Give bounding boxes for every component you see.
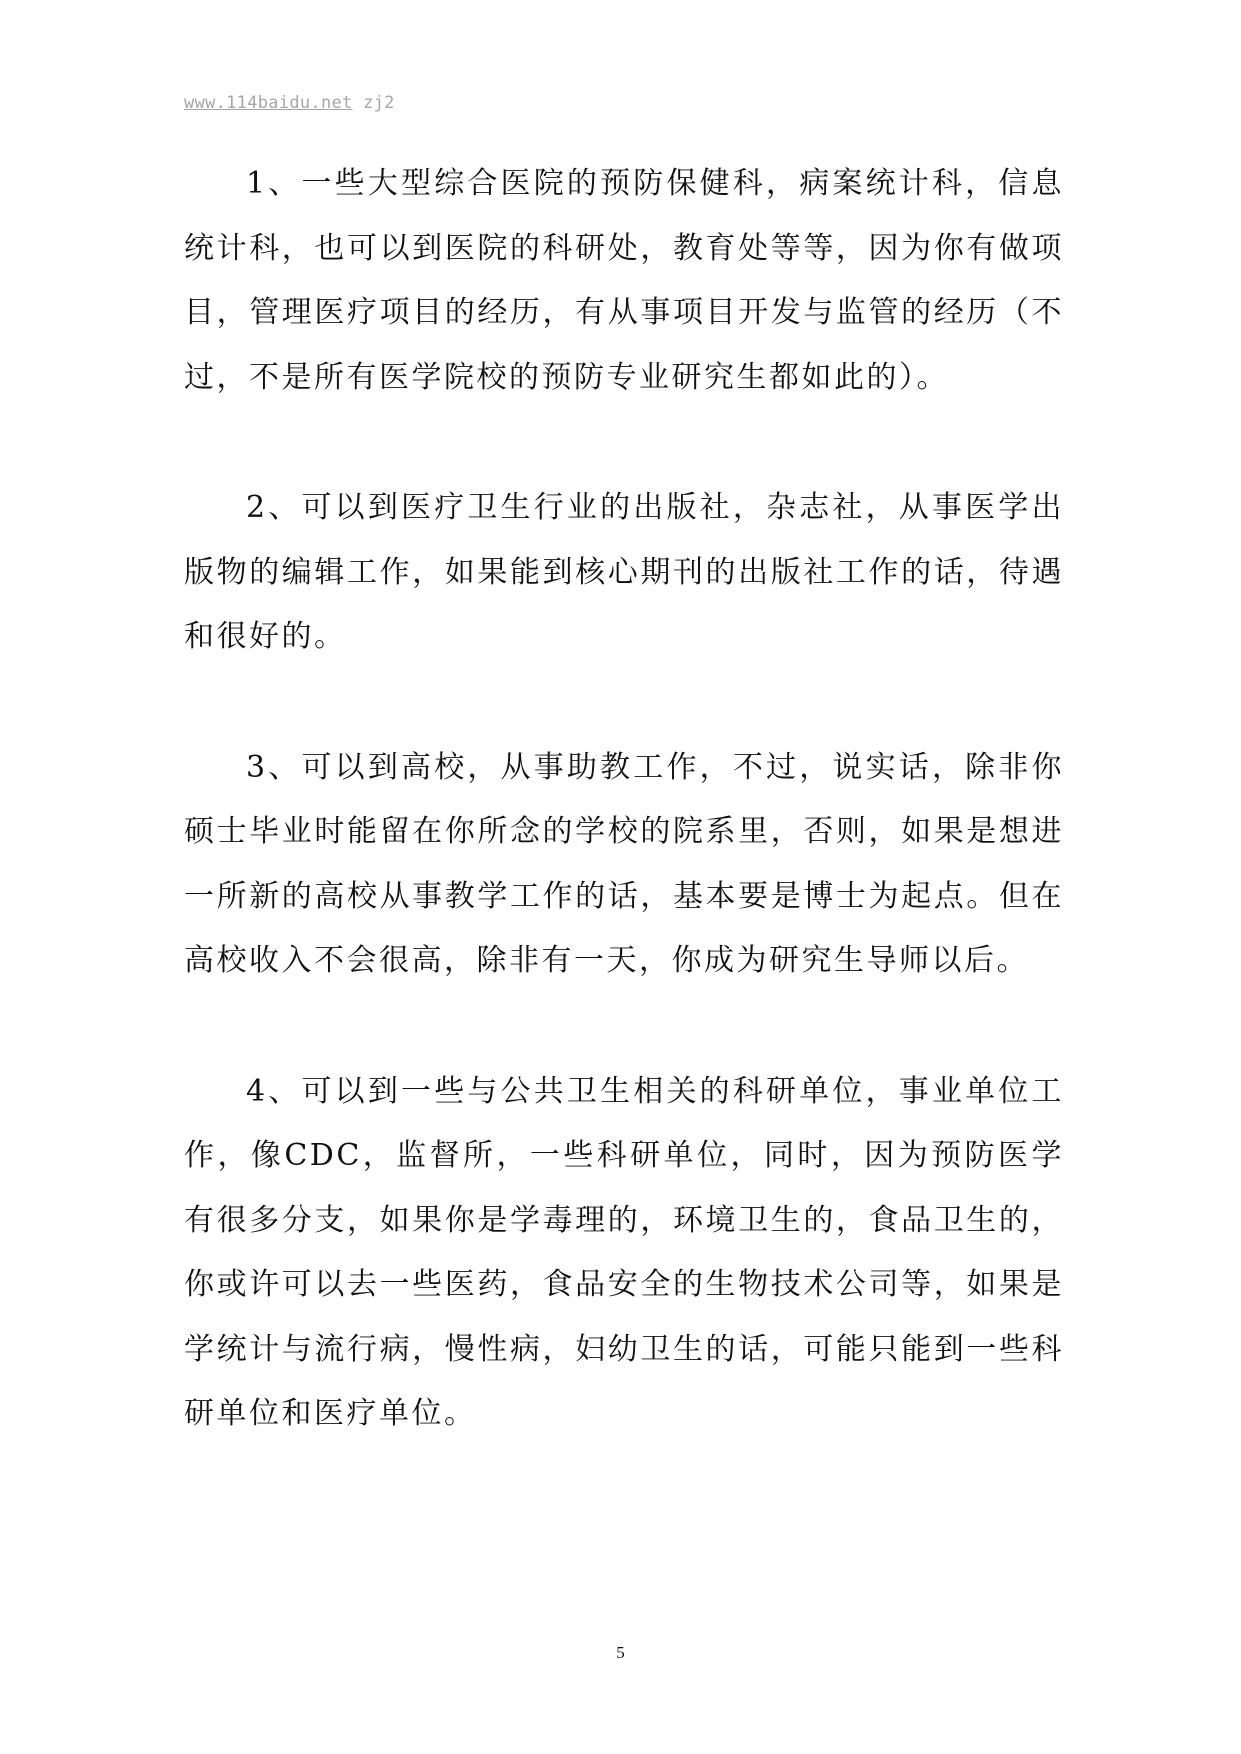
header-site-link[interactable]: www.114baidu.net xyxy=(184,93,353,113)
paragraph-4: 4、可以到一些与公共卫生相关的科研单位，事业单位工作，像CDC，监督所，一些科研单位，同时，因为预防医学有很多分支，如果你是学毒理的，环境卫生的，食品卫生的，你或许可以去一些医药，食品安全的生物技术公司等，如果是学统计与流行病，慢性病，妇幼卫生的话，可能只能到一些科研单位和医疗单位。 xyxy=(184,1073,1064,1431)
paragraph-1: 1、一些大型综合医院的预防保健科，病案统计科，信息统计科，也可以到医院的科研处，教育处等等，因为你有做项目，管理医疗项目的经历，有从事项目开发与监管的经历（不过，不是所有医学院校的预防专业研究生都如此的）。 xyxy=(184,166,1064,395)
page-header xyxy=(184,93,395,113)
page-number: 5 xyxy=(616,1643,625,1662)
paragraph-3: 3、可以到高校，从事助教工作，不过，说实话，除非你硕士毕业时能留在你所念的学校的院系里，否则，如果是想进一所新的高校从事教学工作的话，基本要是博士为起点。但在高校收入不会很高，除非有一天，你成为研究生导师以后。 xyxy=(184,749,1064,978)
header-code: zj2 xyxy=(363,93,395,113)
document-body xyxy=(184,152,1064,1447)
paragraph-2: 2、可以到医疗卫生行业的出版社，杂志社，从事医学出版物的编辑工作，如果能到核心期刊的出版社工作的话，待遇和很好的。 xyxy=(184,490,1064,654)
